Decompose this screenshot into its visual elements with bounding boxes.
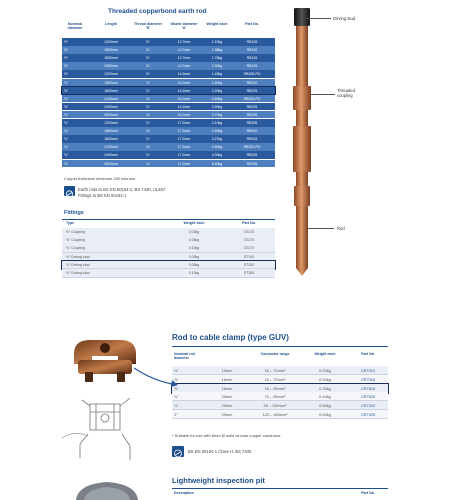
table-cell: ¾" — [145, 145, 151, 150]
table-cell: ⅝" — [145, 56, 151, 61]
table-cell: 0.40kg — [319, 394, 331, 400]
table-cell: ¾" — [64, 145, 69, 150]
table-cell: ½" — [64, 64, 69, 69]
table-cell: 5.40kg — [211, 161, 223, 166]
table-cell: ¾" — [64, 129, 69, 134]
table-cell: 0.50kg — [319, 403, 331, 409]
table-row — [172, 366, 388, 375]
rod-table-title: Threaded copperbond earth rod — [108, 8, 207, 15]
table-cell: 120 – 185mm² — [262, 412, 288, 417]
fittings-title: Fittings — [64, 210, 84, 216]
table-cell: ¾" — [145, 96, 151, 101]
table-cell: 3000mm — [104, 161, 118, 166]
table-cell: 2100mm — [104, 145, 118, 150]
table-cell: 2.60kg — [211, 96, 223, 101]
table-row — [62, 269, 275, 278]
table-cell: ¾" — [145, 104, 151, 109]
col-thread: Thread diameter 'D' — [134, 22, 162, 30]
pit-header — [172, 491, 388, 497]
table-cell: ¾" — [145, 153, 151, 158]
table-row — [62, 95, 275, 103]
table-cell: ST300 — [243, 271, 255, 275]
clamp-table-body — [172, 366, 388, 426]
table-cell: 1.38kg — [211, 48, 223, 53]
earth-rod-illustration — [283, 6, 331, 276]
inspection-pit-illustration — [72, 480, 142, 500]
table-cell: RB335 — [246, 161, 258, 166]
table-cell: ¾" — [145, 112, 151, 117]
table-cell: 1.45kg — [211, 72, 223, 77]
table-cell: CS370 — [243, 246, 255, 251]
table-row — [62, 111, 275, 119]
table-cell: 2100mm — [104, 96, 118, 101]
table-cell: ¾" — [64, 161, 69, 166]
table-row — [172, 384, 388, 393]
table-cell: 17.2mm — [177, 153, 191, 158]
table-cell: ⅝" — [145, 48, 151, 53]
table-cell: ¾" Driving stud — [66, 271, 90, 275]
table-cell: RB110 — [246, 48, 258, 53]
table-cell: 12.7mm — [177, 40, 191, 44]
table-cell: 3.80kg — [211, 145, 223, 150]
table-cell: 1500mm — [104, 129, 118, 134]
table-cell: ⅝" Driving stud — [66, 262, 90, 267]
table-cell: CR7516 — [360, 385, 376, 391]
table-cell: 70 – 95mm² — [264, 394, 286, 400]
table-cell: 1.75kg — [211, 56, 223, 61]
fittings-header — [62, 221, 275, 227]
table-cell: ¾" — [145, 72, 151, 77]
pit-title-rule — [172, 488, 388, 489]
pit-title: Lightweight inspection pit — [172, 476, 265, 485]
copper-thickness-note: Copper thickness minimum 250 microns — [64, 176, 136, 181]
clamp-col-nominal: Nominal rod diameter — [174, 352, 195, 360]
clamp-col-partno: Part No. — [361, 352, 375, 356]
table-cell: 3.70kg — [211, 112, 223, 117]
table-cell: 17.2mm — [177, 161, 191, 166]
table-cell: ¾" — [174, 403, 179, 409]
table-cell: 2.60kg — [211, 129, 223, 134]
table-cell: ⅝" — [64, 88, 69, 93]
table-cell: ½" Driving stud — [66, 254, 90, 259]
table-cell: ¾" — [64, 121, 69, 125]
table-cell: 20mm — [221, 403, 233, 409]
table-cell: 14.2mm — [177, 96, 191, 101]
table-cell: ¾" — [174, 394, 179, 400]
table-row — [62, 160, 275, 168]
standards-logo — [64, 186, 75, 196]
table-cell: ⅝" — [64, 96, 69, 101]
fittings-col-partno: Part No. — [242, 221, 256, 225]
table-cell: ⅝" — [145, 40, 151, 44]
table-cell: ¾" Coupling — [66, 246, 85, 251]
table-row — [62, 70, 275, 78]
threaded-coupling-label: Threaded coupling — [337, 88, 355, 98]
clamp-standards-text: BS EN 50164-1 Class H, BS 7430 — [188, 449, 252, 454]
standards-line-2: Fittings to BS EN 50164-1 — [78, 193, 127, 198]
table-cell: 17.2mm — [177, 129, 191, 134]
fittings-col-type: Type — [66, 221, 75, 225]
clamp-table-title: Rod to cable clamp (type GUV) — [172, 333, 289, 342]
col-partno: Part No. — [245, 22, 259, 26]
table-cell: ⅝" — [64, 80, 69, 85]
clamp-title-rule — [172, 346, 388, 347]
table-cell: 2.90kg — [211, 104, 223, 109]
table-cell: ¾" — [145, 88, 151, 93]
table-cell: ½" — [64, 56, 69, 61]
table-cell: 14.2mm — [177, 104, 191, 109]
rod-table-header — [62, 22, 275, 36]
table-cell: RB310 — [246, 129, 258, 134]
table-cell: RB235 — [246, 112, 258, 117]
table-cell: ⅝" — [64, 104, 69, 109]
table-row — [62, 119, 275, 127]
table-row — [62, 87, 275, 95]
table-cell: 2400mm — [104, 64, 118, 69]
table-cell: RB205-PU — [243, 72, 261, 77]
clamp-col-conductor: Conductor range — [260, 352, 290, 356]
table-row — [62, 46, 275, 54]
table-cell: ⅝" — [174, 376, 179, 382]
clamp-standards-logo — [172, 446, 184, 457]
table-cell: 0.30kg — [319, 376, 331, 382]
table-cell: CS270 — [243, 238, 255, 243]
table-cell: 1500mm — [104, 80, 118, 85]
table-row — [172, 401, 388, 410]
rod-label: Rod — [337, 226, 345, 231]
table-cell: 1800mm — [104, 56, 118, 61]
table-row — [62, 38, 275, 46]
table-row — [172, 375, 388, 384]
table-cell: RB220-PU — [243, 96, 261, 101]
table-cell: RB210 — [246, 80, 258, 85]
pit-col-partno: Part No. — [361, 491, 375, 495]
table-cell: 2.30kg — [211, 64, 223, 69]
table-cell: ⅝" Coupling — [66, 238, 85, 243]
table-cell: CR7012 — [360, 368, 376, 373]
table-cell: 0.35kg — [319, 385, 331, 391]
table-cell: 1.80kg — [211, 80, 223, 85]
fittings-col-weight: Weight each — [183, 221, 205, 225]
table-cell: 16 – 70mm² — [264, 368, 286, 373]
col-weight: Weight each — [206, 22, 228, 26]
table-cell: 0.20kg — [319, 368, 331, 373]
table-row — [62, 143, 275, 151]
table-cell: 2400mm — [104, 104, 118, 109]
table-cell: RB215 — [246, 88, 258, 93]
table-row — [62, 79, 275, 87]
table-cell: 1200mm — [104, 121, 118, 125]
table-cell: 0.10kg — [188, 271, 200, 275]
table-cell: ½" — [64, 40, 69, 44]
table-cell: RB105 — [246, 40, 258, 44]
table-cell: 0.06kg — [188, 238, 200, 243]
table-cell: 16mm — [221, 385, 233, 391]
table-cell: 20mm — [221, 394, 233, 400]
driving-stud-leader — [307, 18, 331, 19]
table-cell: 16 – 95mm² — [264, 385, 286, 391]
table-cell: CR7320 — [360, 403, 376, 409]
col-shank: Shank diameter 'A' — [170, 22, 198, 30]
table-row — [62, 151, 275, 159]
table-row — [172, 392, 388, 401]
table-cell: 1200mm — [104, 40, 118, 44]
table-cell: 12.7mm — [177, 56, 191, 61]
clamp-footnote: * Suitable for use with 8mm Ø solid circular copper conductor. — [172, 433, 282, 438]
table-cell: CS170 — [243, 230, 255, 234]
table-cell: ST100 — [243, 254, 255, 259]
table-cell: 1800mm — [104, 88, 118, 93]
threaded-coupling-leader — [311, 94, 335, 95]
table-cell: ¾" — [145, 80, 151, 85]
fittings-body — [62, 228, 275, 278]
table-cell: 0.03kg — [188, 230, 200, 234]
table-row — [62, 62, 275, 70]
table-cell: 16mm — [221, 376, 233, 382]
table-cell: 17.2mm — [177, 121, 191, 125]
table-cell: ⅝" — [145, 64, 151, 69]
table-cell: ½" — [64, 48, 69, 53]
table-cell: 12.7mm — [177, 64, 191, 69]
table-cell: 95 – 150mm² — [263, 403, 287, 409]
col-nominal: Nominal diameter — [67, 22, 83, 30]
table-cell: ⅝" — [64, 72, 69, 77]
table-cell: 0.60kg — [319, 412, 331, 417]
table-row — [62, 135, 275, 143]
fittings-table — [62, 219, 275, 279]
clamp-table — [172, 350, 388, 430]
rod-table-body — [62, 38, 275, 168]
table-cell: ¾" — [64, 137, 69, 142]
table-cell: RB125 — [246, 64, 258, 69]
table-cell: CR7520 — [360, 394, 376, 400]
table-cell: CR7016 — [360, 376, 376, 382]
table-cell: 12mm — [221, 368, 233, 373]
table-cell: RB115 — [246, 56, 258, 61]
rod-table — [62, 8, 275, 178]
table-cell: RB320-PU — [243, 145, 261, 150]
table-cell: ST200 — [243, 262, 255, 267]
table-cell: 2.10kg — [211, 121, 223, 125]
table-cell: 0.05kg — [188, 262, 200, 267]
table-cell: 12.7mm — [177, 48, 191, 53]
table-cell: ¾" — [145, 129, 151, 134]
table-cell: 17.2mm — [177, 145, 191, 150]
table-cell: ⅝" — [174, 385, 179, 391]
table-cell: 14.2mm — [177, 88, 191, 93]
table-cell: 4.30kg — [211, 153, 223, 158]
table-cell: ½" Coupling — [66, 230, 85, 234]
table-cell: 1800mm — [104, 137, 118, 142]
table-cell: 2400mm — [104, 153, 118, 158]
table-cell: 14.2mm — [177, 80, 191, 85]
table-row — [62, 127, 275, 135]
table-row — [62, 103, 275, 111]
clamp-illustration — [60, 334, 150, 464]
table-cell: RB305 — [246, 121, 258, 125]
table-cell: 1200mm — [104, 72, 118, 77]
table-cell: 3000mm — [104, 112, 118, 117]
table-row — [62, 54, 275, 62]
table-cell: RB315 — [246, 137, 258, 142]
pointer-arrow — [132, 366, 178, 388]
table-cell: ¾" — [145, 137, 151, 142]
clamp-table-header — [172, 352, 388, 364]
table-cell: 17.2mm — [177, 137, 191, 142]
table-cell: 1.10kg — [211, 40, 223, 44]
fittings-header-line — [62, 219, 275, 220]
pit-col-description: Description — [174, 491, 194, 495]
table-cell: 14.2mm — [177, 112, 191, 117]
table-cell: RB325 — [246, 153, 258, 158]
table-cell: 0.10kg — [188, 246, 200, 251]
clamp-col-weight: Weight each — [314, 352, 336, 356]
standards-line-1: Earth rods to BS EN 50164-2, BS 7430, UL467 — [78, 187, 166, 192]
table-cell: 2.20kg — [211, 88, 223, 93]
table-cell: ¾" — [64, 153, 69, 158]
table-cell: 0.03kg — [188, 254, 200, 259]
table-cell: ⅝" — [64, 112, 69, 117]
table-cell: CR7325 — [360, 412, 376, 417]
table-cell: 1500mm — [104, 48, 118, 53]
rod-leader — [308, 228, 334, 229]
table-cell: 16 – 70mm² — [264, 376, 286, 382]
table-cell: ½" — [174, 368, 179, 373]
driving-stud-label: Driving stud — [333, 16, 356, 21]
table-cell: 14.2mm — [177, 72, 191, 77]
table-cell: RB225 — [246, 104, 258, 109]
table-cell: 3.27kg — [211, 137, 223, 142]
table-cell: 1" — [174, 412, 178, 417]
table-row — [172, 410, 388, 419]
table-cell: 25mm — [221, 412, 233, 417]
table-cell: ¾" — [145, 161, 151, 166]
table-cell: ¾" — [145, 121, 151, 125]
col-length: Length — [105, 22, 117, 26]
